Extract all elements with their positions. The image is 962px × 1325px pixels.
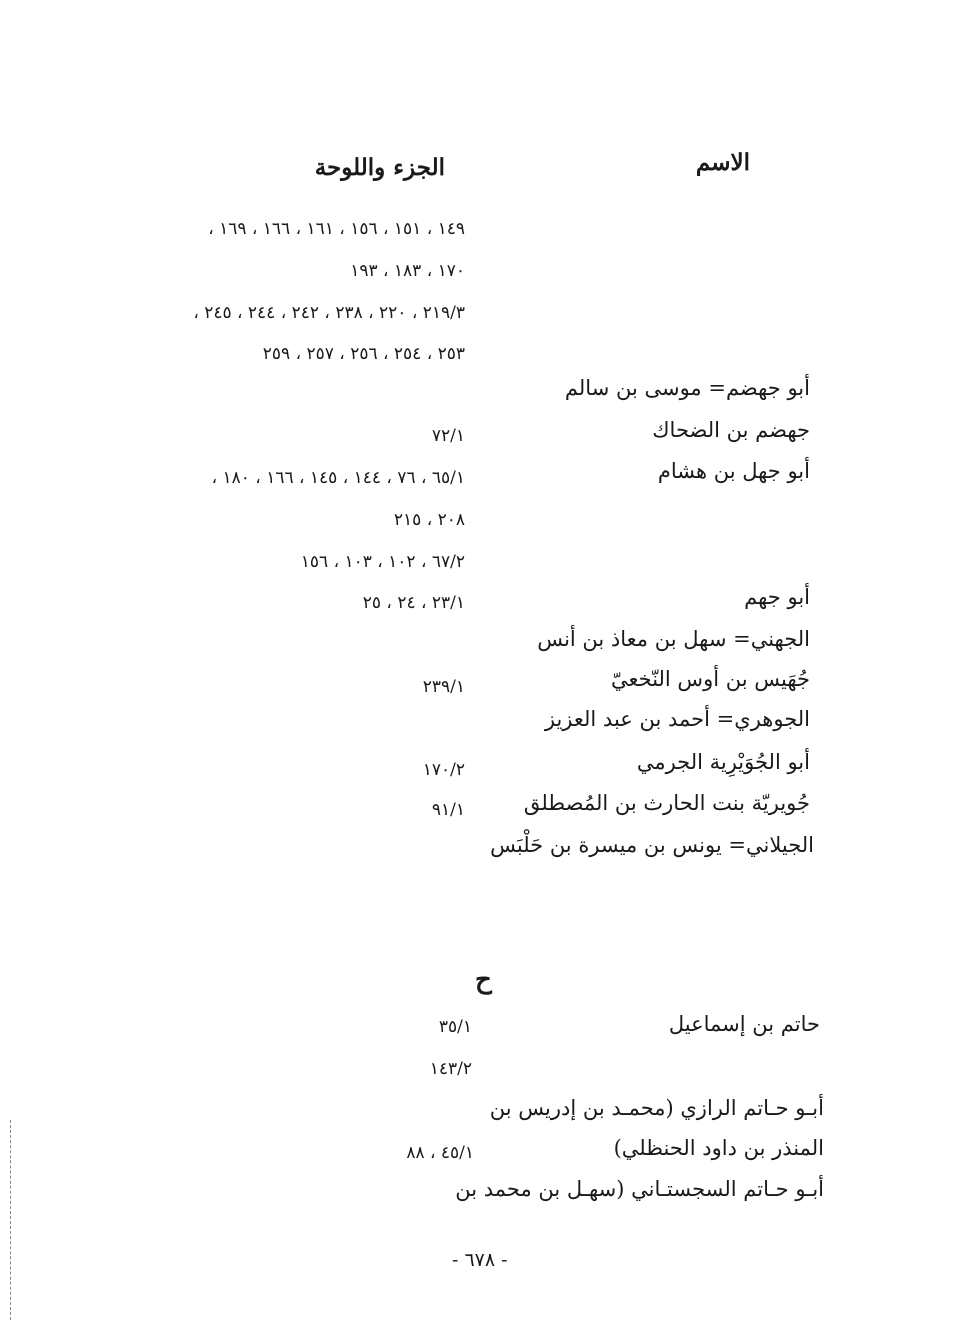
reference-line: ١٤٩ ، ١٥١ ، ١٥٦ ، ١٦١ ، ١٦٦ ، ١٦٩ ، <box>208 219 465 239</box>
entry-name: أبـو حـاتم الرازي (محمـد بن إدريس بن <box>489 1096 824 1120</box>
reference-line: ١٧٠ ، ١٨٣ ، ١٩٣ <box>350 261 465 281</box>
entry-reference: ٢٣٩/١ <box>422 677 465 697</box>
entry-name: أبو الجُوَيْرِية الجرمي <box>636 750 810 774</box>
entry-name: الجيلاني= يونس بن ميسرة بن حَلْبَس <box>490 833 814 857</box>
entry-reference: ١٤٣/٢ <box>429 1059 472 1079</box>
section-letter: ح <box>475 965 492 995</box>
scan-margin-line <box>10 1120 11 1320</box>
entry-name: أبو جهم <box>744 585 810 609</box>
entry-name: جُويريّة بنت الحارث بن المُصطلق <box>523 791 810 815</box>
page-number: - ٦٧٨ - <box>452 1249 508 1271</box>
entry-name: جُهَيس بن أوس النّخعيّ <box>611 667 810 691</box>
entry-name: جهضم بن الضحاك <box>652 418 810 442</box>
entry-reference: ٢٣/١ ، ٢٤ ، ٢٥ <box>362 593 465 613</box>
reference-line: ٢١٩/٣ ، ٢٢٠ ، ٢٣٨ ، ٢٤٢ ، ٢٤٤ ، ٢٤٥ ، <box>193 303 465 323</box>
entry-name: أبو جهضم= موسى بن سالم <box>564 376 810 400</box>
entry-reference: ٦٧/٢ ، ١٠٢ ، ١٠٣ ، ١٥٦ <box>300 552 465 572</box>
entry-name: أبـو حـاتم السجستـاني (سهـل بن محمد بن <box>455 1177 824 1201</box>
entry-reference: ٧٢/١ <box>431 426 465 446</box>
entry-reference: ٦٥/١ ، ٧٦ ، ١٤٤ ، ١٤٥ ، ١٦٦ ، ١٨٠ ، <box>211 468 465 488</box>
entry-reference: ١٧٠/٢ <box>422 760 465 780</box>
column-header-reference: الجزء واللوحة <box>314 154 445 181</box>
entry-name: الجوهري= أحمد بن عبد العزيز <box>544 707 810 731</box>
entry-reference: ٤٥/١ ، ٨٨ <box>406 1143 474 1163</box>
entry-reference: ٢٠٨ ، ٢١٥ <box>393 510 465 530</box>
entry-name: أبو جهل بن هشام <box>657 459 810 483</box>
entry-name: الجهني= سهل بن معاذ بن أنس <box>537 627 810 651</box>
entry-reference: ٣٥/١ <box>438 1017 472 1037</box>
entry-name: المنذر بن داود الحنظلي) <box>613 1136 824 1160</box>
entry-name: حاتم بن إسماعيل <box>668 1012 820 1036</box>
reference-line: ٢٥٣ ، ٢٥٤ ، ٢٥٦ ، ٢٥٧ ، ٢٥٩ <box>262 344 465 364</box>
entry-reference: ٩١/١ <box>431 800 465 820</box>
column-header-name: الاسم <box>695 149 750 176</box>
